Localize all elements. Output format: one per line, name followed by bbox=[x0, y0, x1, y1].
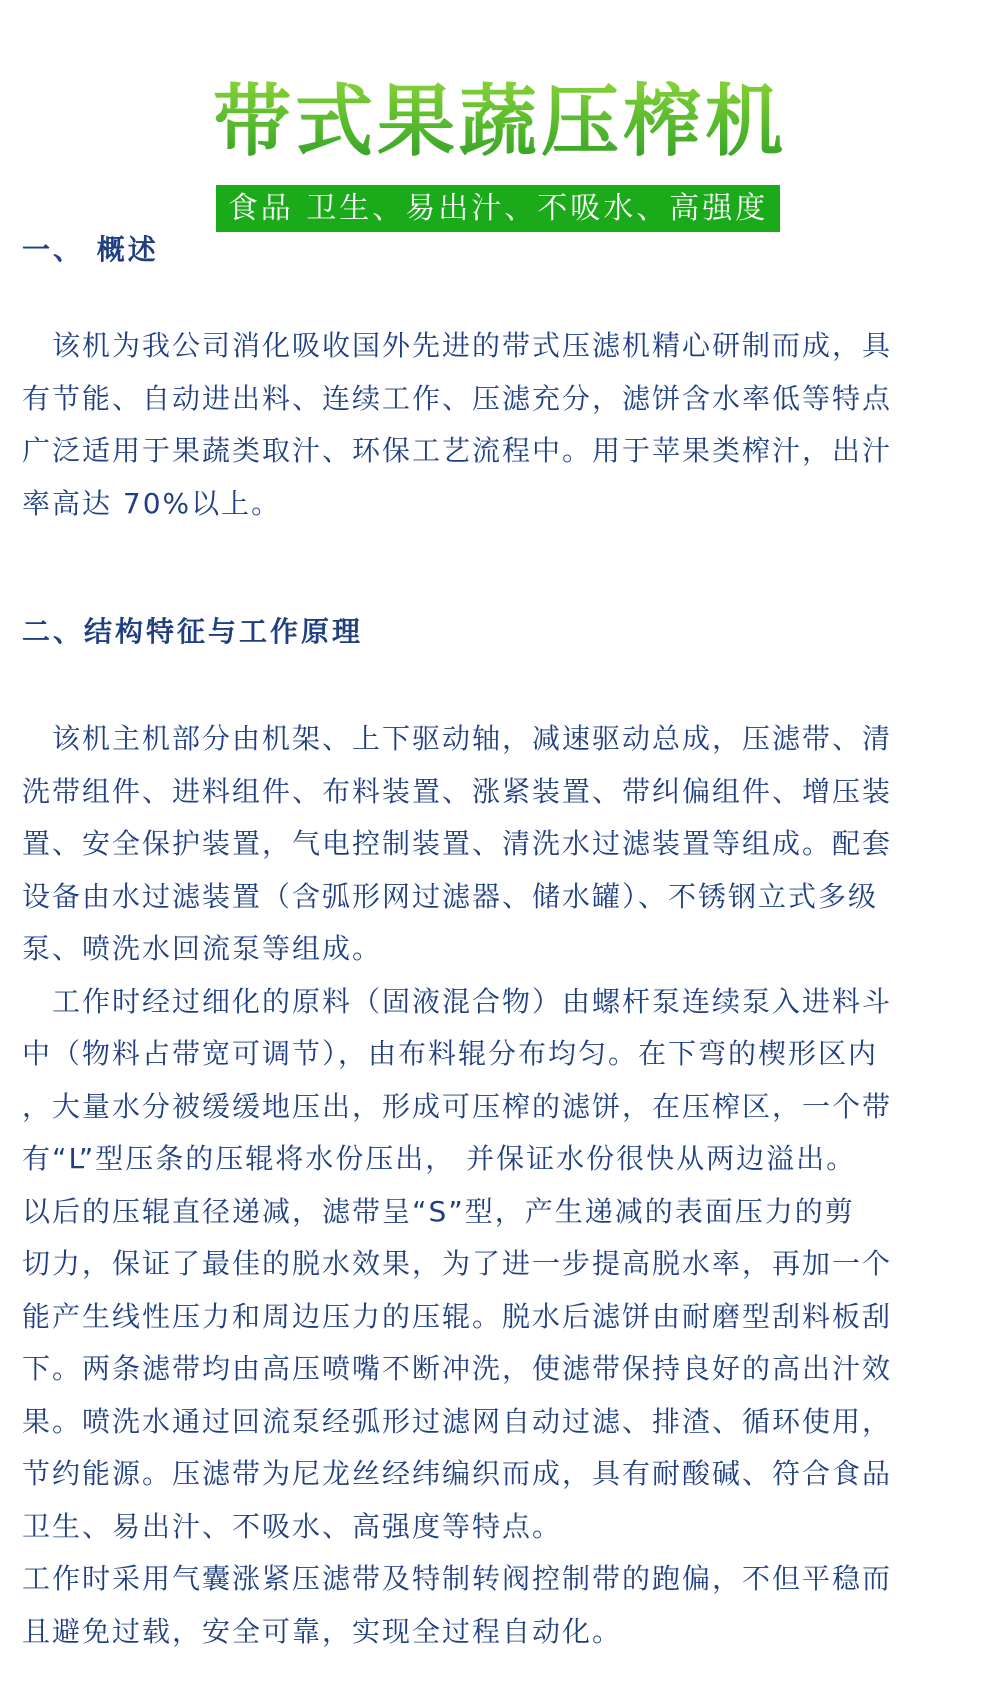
text-line: 设备由水过滤装置（含弧形网过滤器、储水罐）、不锈钢立式多级 bbox=[22, 879, 879, 913]
text-line: 中（物料占带宽可调节），由布料辊分布均匀。在下弯的楔形区内 bbox=[22, 1037, 879, 1070]
text-line: 洗带组件、进料组件、布料装置、涨紧装置、带纠偏组件、增压装 bbox=[22, 774, 893, 808]
text-line: 该机为我公司消化吸收国外先进的带式压滤机精心研制而成，具 bbox=[22, 329, 893, 362]
text-line: 工作时采用气囊涨紧压滤带及特制转阀控制带的跑偏，不但平稳而 bbox=[22, 1562, 893, 1595]
text-line: 有节能、自动进出料、连续工作、压滤充分，滤饼含水率低等特点 bbox=[22, 381, 893, 415]
text-line: 卫生、易出汁、不吸水、高强度等特点。 bbox=[22, 1509, 563, 1543]
page-title: 带式果蔬压榨机 bbox=[0, 72, 1000, 172]
text-line: 以后的压辊直径递减，滤带呈“S”型，产生递减的表面压力的剪 bbox=[22, 1194, 855, 1228]
text-line: 该机主机部分由机架、上下驱动轴，减速驱动总成，压滤带、清 bbox=[22, 722, 893, 755]
text-line: 且避免过载，安全可靠，实现全过程自动化。 bbox=[22, 1614, 623, 1648]
text-line: 果。喷洗水通过回流泵经弧形过滤网自动过滤、排渣、循环使用， bbox=[22, 1404, 893, 1438]
text-line: 切力，保证了最佳的脱水效果，为了进一步提高脱水率，再加一个 bbox=[22, 1247, 893, 1280]
tagline-banner: 食品 卫生、易出汁、不吸水、高强度 bbox=[216, 185, 780, 232]
text-line: 广泛适用于果蔬类取汁、环保工艺流程中。用于苹果类榨汁，出汁 bbox=[22, 434, 893, 467]
structure-paragraph bbox=[22, 713, 982, 1658]
overview-paragraph bbox=[22, 320, 982, 530]
text-line: 能产生线性压力和周边压力的压辊。脱水后滤饼由耐磨型刮料板刮 bbox=[22, 1299, 893, 1333]
text-line: 节约能源。压滤带为尼龙丝经纬编织而成，具有耐酸碱、符合食品 bbox=[22, 1457, 893, 1490]
text-line: 置、安全保护装置，气电控制装置、清洗水过滤装置等组成。配套 bbox=[22, 827, 893, 860]
text-line: 率高达 70%以上。 bbox=[22, 486, 282, 520]
text-line: 工作时经过细化的原料（固液混合物）由螺杆泵连续泵入进料斗 bbox=[22, 984, 893, 1018]
section-heading-overview: 一、 概述 bbox=[22, 233, 159, 266]
text-line: 下。两条滤带均由高压喷嘴不断冲洗，使滤带保持良好的高出汁效 bbox=[22, 1352, 893, 1385]
text-line: 有“L”型压条的压辊将水份压出， 并保证水份很快从两边溢出。 bbox=[22, 1142, 857, 1175]
section-heading-structure: 二、结构特征与工作原理 bbox=[22, 615, 364, 648]
text-line: 泵、喷洗水回流泵等组成。 bbox=[22, 932, 383, 965]
text-line: ，大量水分被缓缓地压出，形成可压榨的滤饼，在压榨区，一个带 bbox=[22, 1089, 893, 1123]
